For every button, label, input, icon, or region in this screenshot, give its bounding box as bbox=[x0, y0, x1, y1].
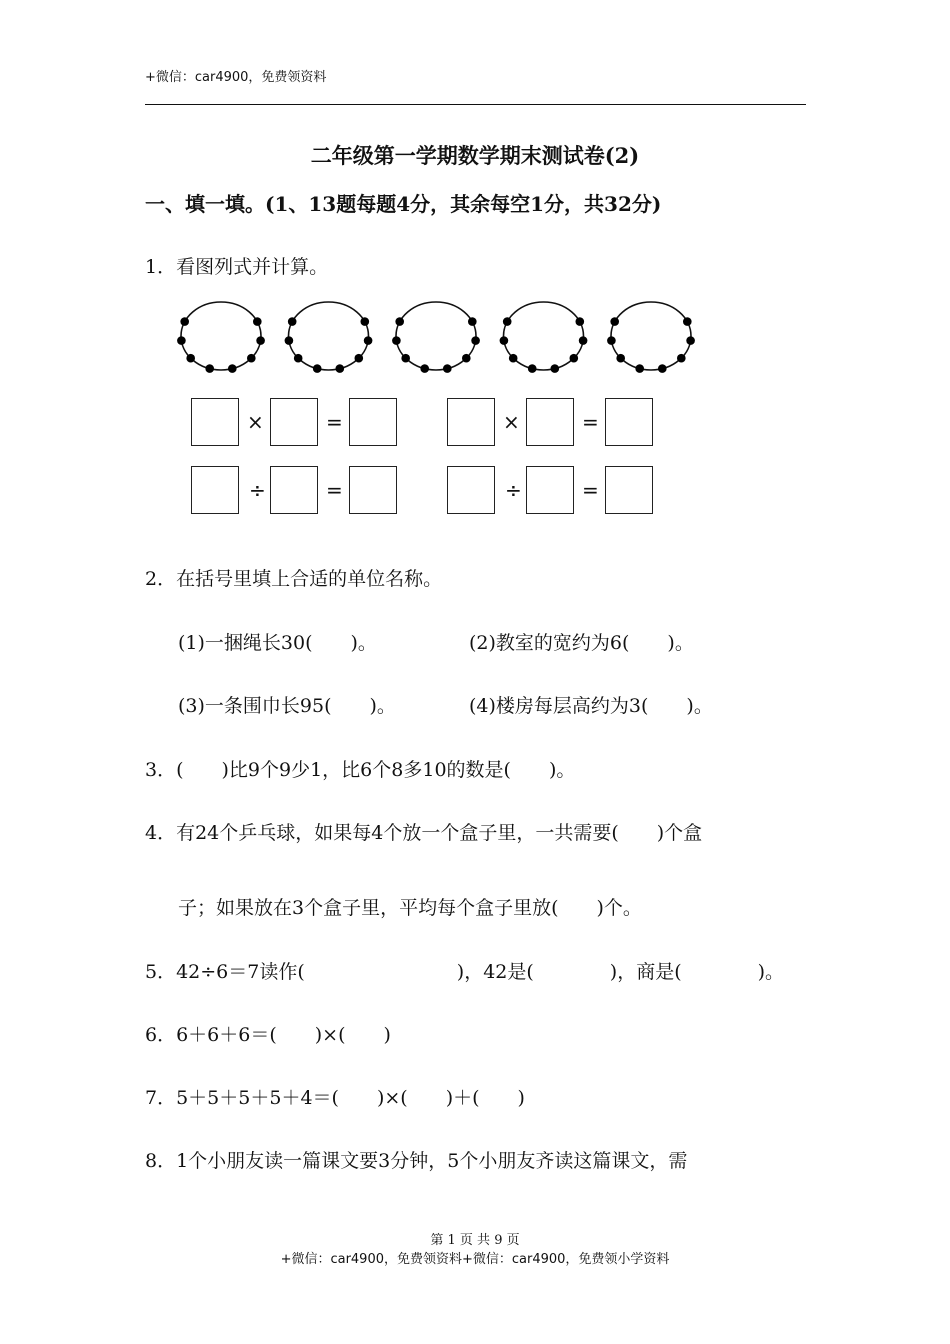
equals-sign: = bbox=[326, 478, 343, 502]
dot bbox=[355, 354, 364, 363]
answer-box[interactable] bbox=[447, 466, 495, 514]
dot bbox=[395, 317, 404, 326]
dot bbox=[336, 364, 345, 373]
dot bbox=[686, 336, 695, 345]
equals-sign: = bbox=[582, 478, 599, 502]
dot bbox=[551, 364, 560, 373]
dot bbox=[500, 336, 509, 345]
dot bbox=[294, 354, 303, 363]
answer-box[interactable] bbox=[349, 398, 397, 446]
dot bbox=[610, 317, 619, 326]
dot bbox=[462, 354, 471, 363]
dot bbox=[288, 317, 297, 326]
divide-sign: ÷ bbox=[249, 478, 266, 502]
answer-box[interactable] bbox=[447, 398, 495, 446]
question-3: 3．( )比9个9少1，比6个8多10的数是( )。 bbox=[145, 759, 576, 781]
section-heading: 一、填一填。(1、13题每题4分，其余每空1分，共32分) bbox=[145, 192, 662, 216]
question-4-line-1: 4．有24个乒乓球，如果每4个放一个盒子里，一共需要( )个盒 bbox=[145, 822, 703, 844]
dot bbox=[579, 336, 588, 345]
dot bbox=[616, 354, 625, 363]
answer-box[interactable] bbox=[349, 466, 397, 514]
dot bbox=[471, 336, 480, 345]
answer-box[interactable] bbox=[191, 398, 239, 446]
dot-groups-figure bbox=[170, 295, 710, 380]
dot bbox=[635, 364, 644, 373]
answer-box[interactable] bbox=[191, 466, 239, 514]
dot bbox=[677, 354, 686, 363]
dot bbox=[228, 364, 237, 373]
dot bbox=[285, 336, 294, 345]
dot bbox=[509, 354, 518, 363]
dot bbox=[570, 354, 579, 363]
question-2-item-4: (4)楼房每层高约为3( )。 bbox=[469, 695, 713, 717]
dot bbox=[205, 364, 214, 373]
question-7: 7．5＋5＋5＋5＋4＝( )×( )＋( ) bbox=[145, 1087, 525, 1109]
page-number: 第 1 页 共 9 页 bbox=[430, 1233, 520, 1248]
dot bbox=[607, 336, 616, 345]
dot bbox=[247, 354, 256, 363]
dot bbox=[186, 354, 195, 363]
header-divider bbox=[145, 104, 806, 105]
dot bbox=[253, 317, 262, 326]
question-2-item-2: (2)教室的宽约为6( )。 bbox=[469, 632, 694, 654]
question-6: 6．6＋6＋6＝( )×( ) bbox=[145, 1024, 391, 1046]
dot bbox=[256, 336, 265, 345]
dot bbox=[528, 364, 537, 373]
question-8: 8．1个小朋友读一篇课文要3分钟，5个小朋友齐读这篇课文，需 bbox=[145, 1150, 688, 1172]
dot bbox=[392, 336, 401, 345]
divide-sign: ÷ bbox=[505, 478, 522, 502]
answer-box[interactable] bbox=[605, 398, 653, 446]
question-2-item-3: (3)一条围巾长95( )。 bbox=[178, 695, 396, 717]
dot bbox=[443, 364, 452, 373]
dot bbox=[313, 364, 322, 373]
question-5: 5．42÷6＝7读作( )，42是( )，商是( )。 bbox=[145, 961, 785, 983]
dot bbox=[468, 317, 477, 326]
header-note: +微信：car4900，免费领资料 bbox=[145, 70, 327, 85]
answer-box[interactable] bbox=[270, 466, 318, 514]
dot bbox=[503, 317, 512, 326]
dot bbox=[420, 364, 429, 373]
dot bbox=[658, 364, 667, 373]
dot bbox=[683, 317, 692, 326]
dot bbox=[361, 317, 370, 326]
answer-box[interactable] bbox=[270, 398, 318, 446]
page-title: 二年级第一学期数学期末测试卷(2) bbox=[310, 143, 640, 168]
equals-sign: = bbox=[582, 410, 599, 434]
dot bbox=[177, 336, 186, 345]
multiply-sign: × bbox=[247, 410, 264, 434]
dot bbox=[364, 336, 373, 345]
dot bbox=[576, 317, 585, 326]
dot bbox=[180, 317, 189, 326]
answer-box[interactable] bbox=[605, 466, 653, 514]
equals-sign: = bbox=[326, 410, 343, 434]
question-2: 2．在括号里填上合适的单位名称。 bbox=[145, 568, 443, 590]
question-1: 1．看图列式并计算。 bbox=[145, 256, 329, 278]
multiply-sign: × bbox=[503, 410, 520, 434]
dot bbox=[401, 354, 410, 363]
answer-box[interactable] bbox=[526, 466, 574, 514]
answer-box[interactable] bbox=[526, 398, 574, 446]
question-4-line-2: 子；如果放在3个盒子里，平均每个盒子里放( )个。 bbox=[178, 897, 642, 919]
footer-note: +微信：car4900，免费领资料+微信：car4900，免费领小学资料 bbox=[280, 1252, 670, 1267]
question-2-item-1: (1)一捆绳长30( )。 bbox=[178, 632, 377, 654]
